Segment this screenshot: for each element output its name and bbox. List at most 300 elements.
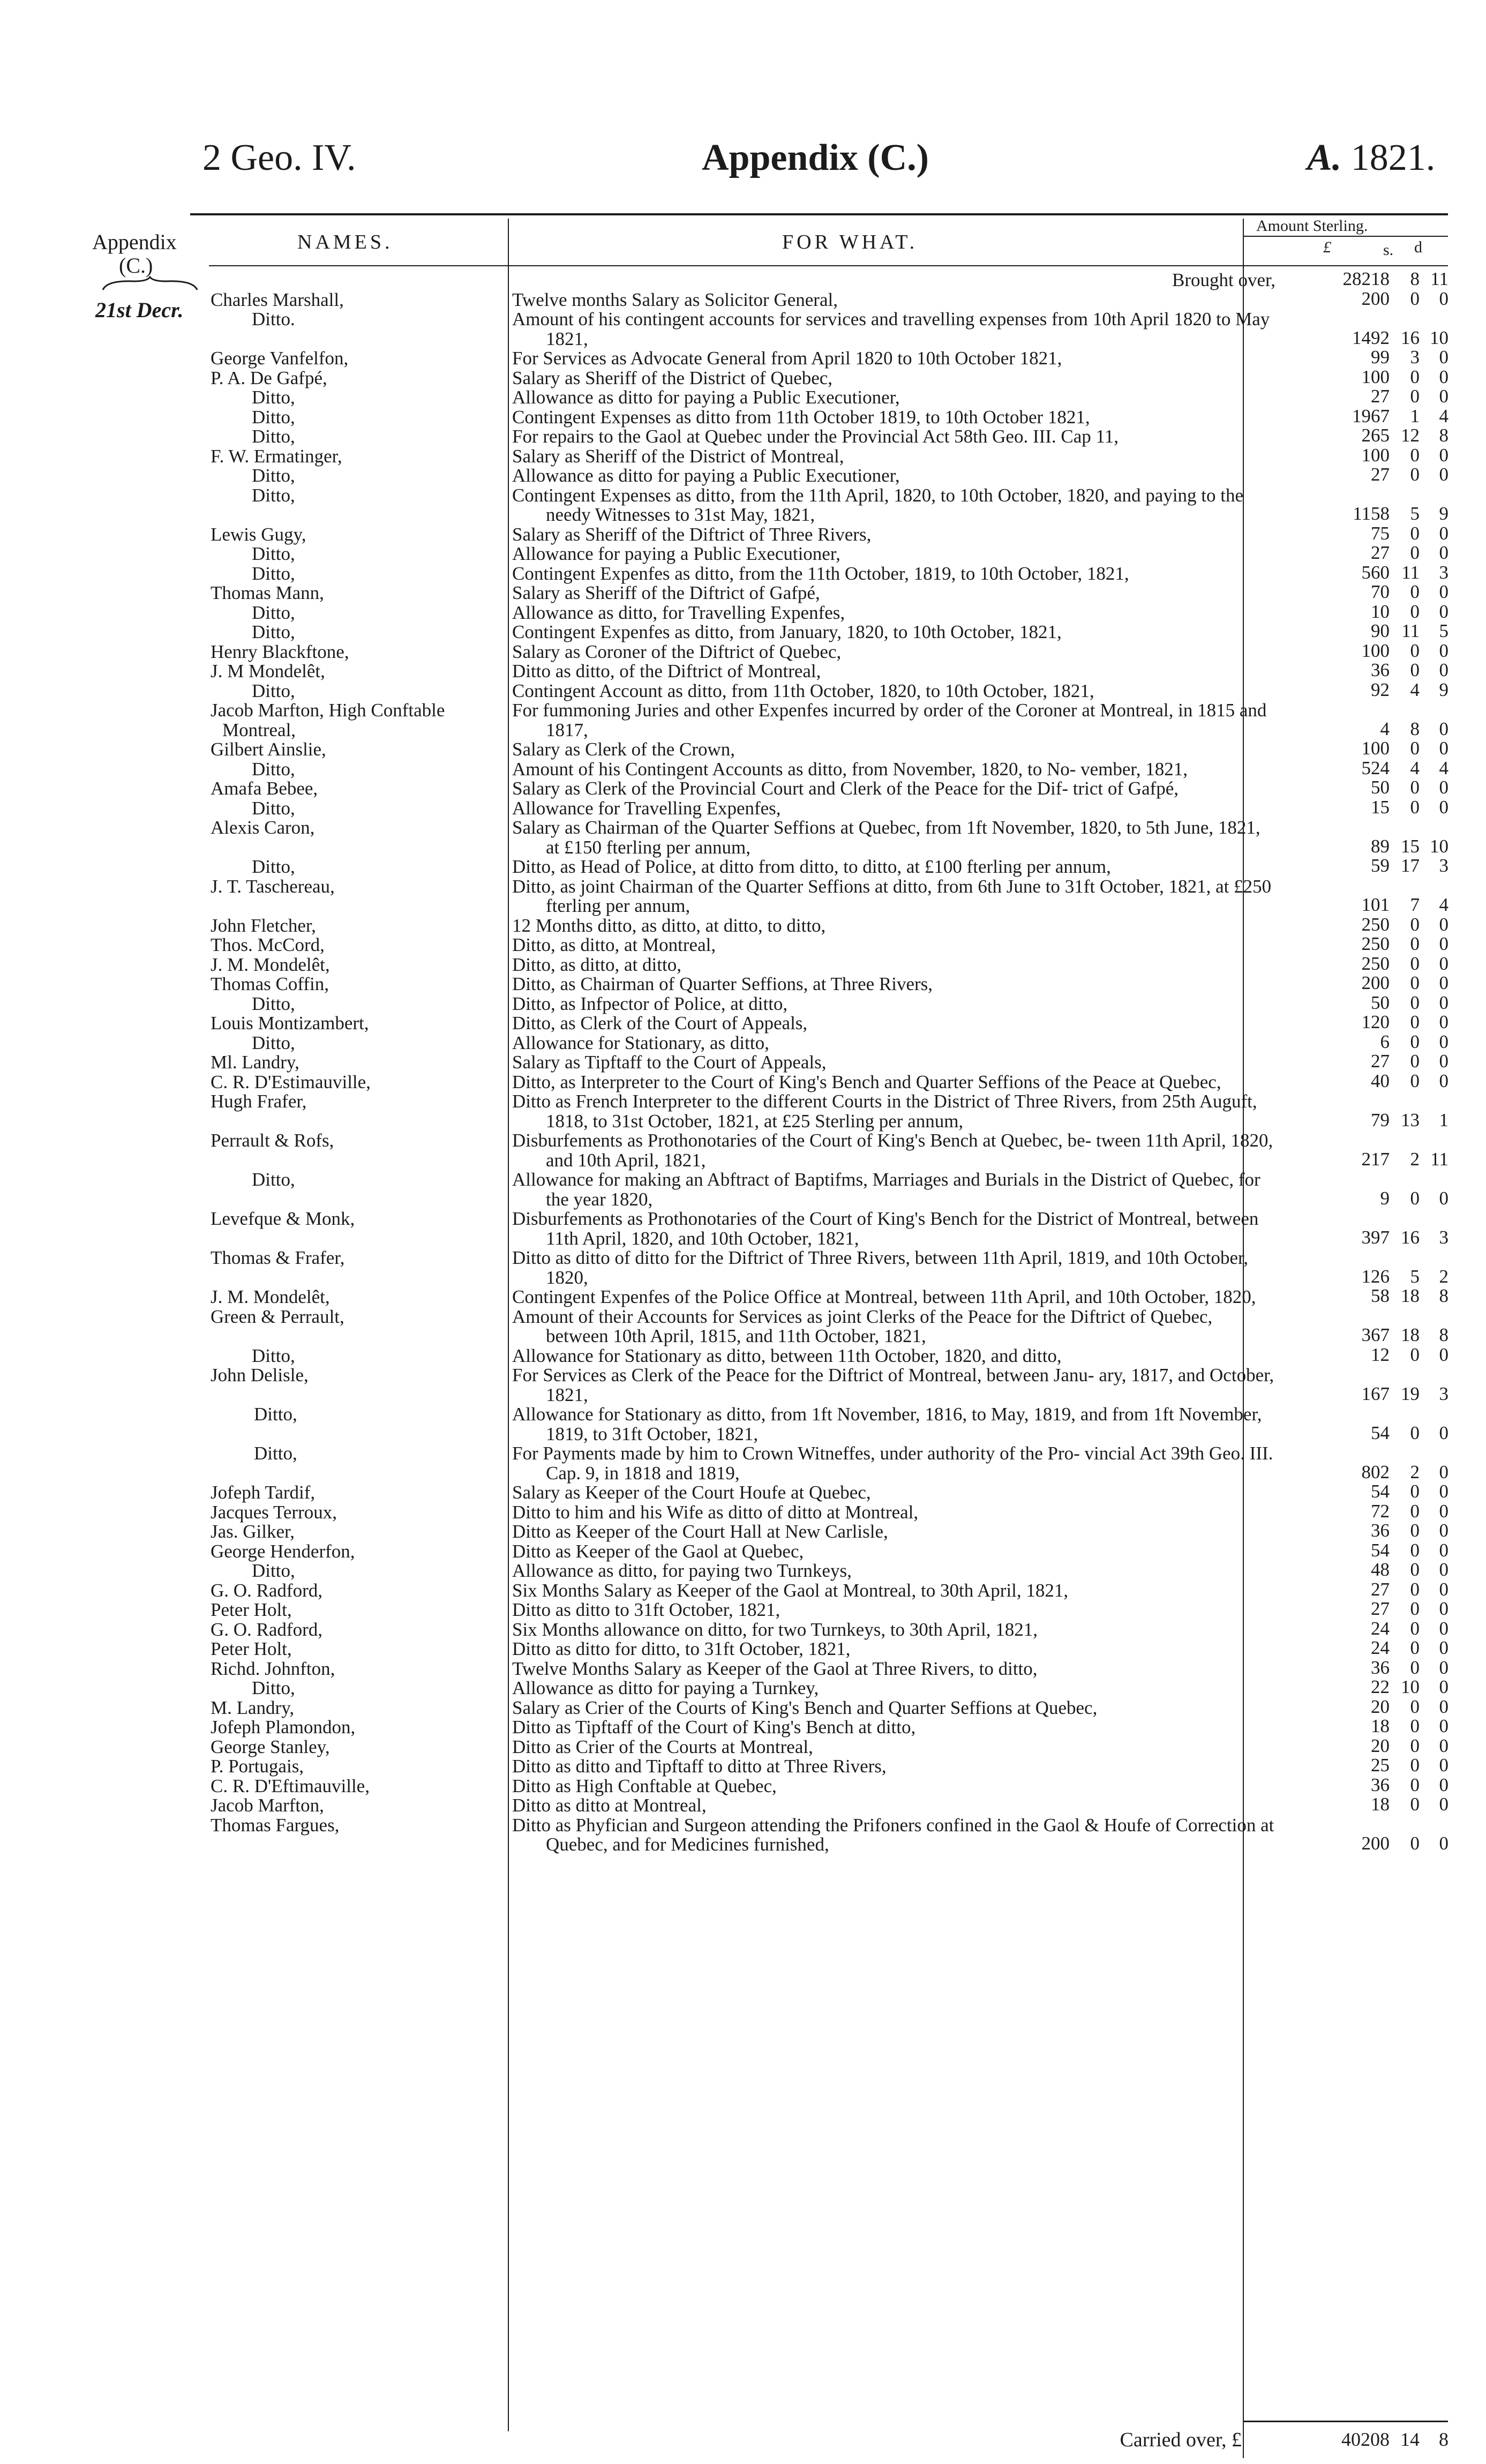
ledger-row [0,1617,1486,1640]
shillings-value: 0 [1410,777,1420,798]
description-line: vincial Act 39th Geo. III. Cap. 9, in 1818 and 1819, [546,1443,1273,1484]
pounds-header: £ [1323,238,1331,256]
ledger-row [0,1170,1486,1209]
pence-value: 0 [1439,913,1449,935]
payee-name-line: Peter Holt, [211,1599,292,1620]
header-rule [209,265,1448,266]
pounds-value: 167 [1361,1383,1390,1404]
payee-name [211,935,508,955]
payment-description [512,857,1275,877]
description-line: Salary as Tipftaff to the Court of Appeals, [512,1052,827,1073]
description-line: Salary as Chairman of the Quarter Seffions at Quebec, from 1ft November, [512,817,1075,838]
payee-name-line: Ditto, [252,563,295,584]
payee-name [252,1170,549,1190]
shillings-value: 0 [1410,464,1420,485]
payee-name-line: J. M. Mondelêt, [211,954,330,975]
payee-name [252,1679,549,1698]
payee-name-line: M. Landry, [211,1697,295,1718]
ledger-row [0,1131,1486,1170]
pounds-value: 4 [1380,718,1390,739]
pence-value: 0 [1439,1422,1449,1443]
total-pounds: 40208 [1341,2429,1390,2450]
pence-value: 0 [1439,1500,1449,1522]
payee-name [211,1698,508,1718]
shillings-value: 0 [1410,992,1420,1013]
ledger-row [0,1737,1486,1757]
description-line: Allowance as ditto, for paying two Turnkeys, [512,1560,852,1581]
description-line: Twelve Months Salary as Keeper of the Gaol at Three Rivers, to ditto, [512,1658,1038,1679]
description-line: Ditto, as Clerk of the Court of Appeals, [512,1013,808,1033]
shillings-value: 3 [1410,347,1420,368]
description-line: Twelve months Salary as Solicitor General, [512,289,838,310]
description-line: Salary as Clerk of the Provincial Court and Clerk of the Peace for the Dif- [512,778,1069,799]
pence-value: 0 [1439,1774,1449,1795]
pounds-value: 200 [1361,288,1390,309]
pence-value: 0 [1439,1617,1449,1639]
description-line: 1821, [1086,563,1129,584]
ledger-row [0,740,1486,760]
shillings-value: 0 [1410,1520,1420,1541]
payee-name [252,994,549,1014]
description-line: annum, [1055,856,1111,877]
pounds-value: 397 [1361,1226,1390,1248]
shillings-value: 0 [1410,1578,1420,1600]
payment-description [512,349,1275,369]
total-pence: 8 [1439,2429,1449,2450]
ledger-row [0,1774,1486,1796]
pence-value: 0 [1439,444,1449,466]
payment-description [512,1444,1275,1483]
description-line: Allowance for Travelling Expenfes, [512,797,781,819]
description-line: Amount of his Contingent Accounts as ditto, from November, 1820, to No- [512,758,1076,780]
pounds-value: 27 [1371,1051,1390,1072]
payee-name [211,369,508,388]
pounds-value: 1158 [1353,503,1390,524]
pounds-value: 89 [1371,835,1390,857]
shillings-value: 7 [1410,894,1420,915]
ledger-row [0,877,1486,916]
payee-name [211,1542,508,1562]
pence-value: 0 [1439,1716,1449,1736]
payee-name [211,1248,508,1268]
ledger-row [0,268,1486,290]
payee-name-line: G. O. Radford, [211,1619,322,1640]
payee-name-line: George Vanfelfon, [211,348,349,369]
page-title: Appendix (C.) [702,137,929,178]
description-line: 31ft October, 1821, at £250 fterling per annum, [546,875,1272,916]
ledger-row [0,1366,1486,1405]
payee-name-line: Ditto, [252,621,295,642]
shillings-value: 0 [1410,640,1420,661]
payment-description [512,427,1275,447]
ledger-row [0,1561,1486,1581]
payee-name [211,1503,508,1523]
pence-value: 0 [1439,1578,1449,1600]
description-line: Ditto, as Infpector of Police, at ditto, [512,993,788,1014]
description-line: Rivers, from 25th Auguft, 1818, to 31st October, 1821, at £25 Sterling per [546,1091,1257,1132]
shillings-value: 0 [1410,1500,1420,1522]
payee-name [252,408,549,428]
payment-description [512,271,1281,290]
running-header-right [1307,137,1435,179]
pence-value: 0 [1439,640,1449,661]
pounds-value: 70 [1371,581,1390,602]
ledger-row [0,935,1486,955]
payment-description [512,1698,1275,1718]
ledger-row [0,1796,1486,1816]
shillings-value: 16 [1401,1226,1420,1248]
description-line: Salary as Keeper of the Court Houfe at Quebec, [512,1482,871,1503]
ledger-row [0,1053,1486,1073]
ledger-row [0,1639,1486,1659]
pounds-value: 250 [1361,933,1390,954]
description-line: Contingent Expenfes as ditto, from the 11th October, 1819, to 10th October, [512,563,1083,584]
payee-name-line: John Fletcher, [211,915,316,936]
ledger-row [0,1070,1486,1092]
pounds-value: 99 [1371,347,1390,368]
ledger-row [0,603,1486,623]
shillings-value: 0 [1410,1637,1420,1658]
pence-value: 10 [1430,327,1449,348]
payee-name [211,525,508,545]
payee-name [211,955,508,975]
pence-value: 0 [1439,1676,1449,1697]
payee-name [211,1092,508,1112]
payee-name-line: Hugh Frafer, [211,1091,307,1112]
pounds-value: 20 [1371,1735,1390,1756]
payment-description [512,1816,1275,1855]
ledger-table [0,268,1486,1855]
payment-description [512,1287,1275,1307]
description-line: Ditto, as ditto, at ditto, [512,954,681,975]
payee-name [252,310,549,329]
payee-name-line: C. R. D'Eftimauville, [211,1775,370,1796]
pence-value: 0 [1439,1070,1449,1091]
payee-name [211,1287,508,1307]
payee-name [252,1346,549,1366]
payment-description [512,1561,1275,1581]
payee-name-line: Jofeph Plamondon, [211,1717,356,1737]
payee-name [211,583,508,603]
shillings-value: 17 [1401,855,1420,876]
payee-name-line: Ditto, [252,1032,295,1053]
pounds-value: 36 [1371,660,1390,680]
shillings-value: 0 [1410,913,1420,935]
pence-value: 0 [1439,386,1449,407]
payee-name-line: P. A. De Gafpé, [211,367,327,388]
payee-name [252,603,549,623]
description-line: Ditto, as Interpreter to the Court of King's Bench and Quarter Seffions of the [512,1071,1088,1092]
carried-over-label: Carried over, £ [1120,2429,1242,2451]
payee-name-line: Ditto, [252,465,295,486]
shillings-value: 18 [1401,1324,1420,1345]
description-line: Allowance for Stationary as ditto, between 11th October, 1820, and ditto, [512,1345,1062,1366]
pounds-value: 27 [1371,1578,1390,1600]
pounds-value: 36 [1371,1657,1390,1678]
payment-description [512,1737,1275,1757]
payee-name [252,1033,549,1053]
pounds-value: 101 [1361,894,1390,915]
payee-name [254,1405,551,1425]
pence-header: d [1414,238,1422,256]
header-year: 1821. [1350,137,1436,178]
description-line: Six Months allowance on ditto, for two Turnkeys, to 30th April, 1821, [512,1619,1038,1640]
ledger-row [0,561,1486,584]
description-line: Allowance for paying a Public Executioner, [512,543,840,564]
shillings-value: 0 [1410,1833,1420,1854]
payee-name-line: Ditto. [252,309,295,329]
payee-name-line: Ditto, [252,1560,295,1581]
description-line: 1819, and 10th October, 1820, [546,1247,1249,1288]
shillings-value: 18 [1401,1285,1420,1306]
payee-name-line: Ml. Landry, [211,1052,299,1073]
shillings-value: 11 [1401,561,1420,583]
ledger-row [0,466,1486,486]
pence-value: 2 [1439,1265,1449,1287]
payee-name [211,740,508,760]
pounds-value: 54 [1371,1422,1390,1443]
ledger-row [0,857,1486,877]
payee-name-line: Perrault & Rofs, [211,1130,334,1151]
payee-name [211,1307,508,1327]
pence-value: 0 [1439,972,1449,993]
payee-name-line: Ditto, [252,602,295,623]
shillings-value: 0 [1410,601,1420,622]
shillings-value: 0 [1410,1598,1420,1619]
payee-name-line: Lewis Gugy, [211,523,306,545]
pounds-value: 1492 [1352,327,1390,348]
payee-name-line: Thos. McCord, [211,934,325,955]
pounds-value: 20 [1371,1696,1390,1717]
payee-name-line: Thomas Mann, [211,582,324,603]
pounds-value: 36 [1371,1520,1390,1541]
description-line: Ditto as ditto of ditto for the Diftrict of Three Rivers, between 11th April, [512,1247,1063,1268]
payment-description [512,818,1275,857]
shillings-value: 0 [1410,796,1420,818]
shillings-value: 0 [1410,1344,1420,1365]
ledger-row [0,427,1486,447]
pounds-value: 48 [1371,1559,1390,1580]
pounds-value: 200 [1361,972,1390,993]
description-line: Ditto, as Chairman of Quarter Seffions, at Three Rivers, [512,973,933,994]
payee-name-line: Jacob Marfton, High Conftable [211,700,445,721]
for-what-column-header: FOR WHAT. [782,231,918,253]
pounds-value: 27 [1371,542,1390,563]
payment-description [512,1170,1275,1209]
pounds-value: 27 [1371,386,1390,407]
shillings-value: 5 [1410,503,1420,524]
payee-name [211,1581,508,1601]
payee-name [211,779,508,799]
shillings-value: 0 [1410,953,1420,974]
payment-description [512,1659,1275,1679]
shillings-value: 0 [1410,1481,1420,1502]
description-line: Salary as Clerk of the Crown, [512,739,736,760]
description-line: Ditto as ditto and Tipftaff to ditto at Three Rivers, [512,1756,887,1777]
ledger-row [0,796,1486,819]
pence-value: 0 [1439,1187,1449,1209]
description-line: Ditto as French Interpreter to the different Courts in the District of Three [512,1091,1059,1112]
pounds-value: 9 [1380,1187,1390,1209]
shillings-value: 13 [1401,1109,1420,1130]
ledger-row [0,1522,1486,1542]
pounds-value: 18 [1371,1716,1390,1736]
description-line: Ditto, as ditto, at Montreal, [512,934,716,955]
payment-description [512,623,1275,642]
payee-name [211,290,508,310]
description-line: ary, 1817, and October, 1821, [546,1365,1274,1405]
pounds-value: 28218 [1342,268,1390,289]
shillings-value: 5 [1410,1265,1420,1287]
payment-description [512,1033,1275,1053]
margin-appendix: Appendix [92,230,177,254]
payee-name-line: F. W. Ermatinger, [211,445,342,467]
payment-description [512,1522,1275,1542]
payment-description [512,701,1275,740]
shillings-value: 0 [1410,1539,1420,1561]
pounds-value: 18 [1371,1794,1390,1815]
pence-value: 3 [1439,1226,1449,1248]
pounds-value: 79 [1371,1109,1390,1130]
payee-name-line: Montreal, [222,719,296,740]
payee-name [252,544,549,564]
pence-value: 0 [1439,1833,1449,1854]
payee-name [252,623,549,642]
ledger-row [0,544,1486,564]
shillings-value: 0 [1410,1031,1420,1052]
payee-name [211,1796,508,1816]
description-line: Ditto to him and his Wife as ditto of ditto at Montreal, [512,1501,919,1523]
payee-name-line: Ditto, [252,543,295,564]
payment-description [512,544,1275,564]
payee-name [211,1366,508,1385]
description-line: For repairs to the Gaol at Quebec under the Provincial Act 58th Geo. III. [512,426,1056,447]
payee-name [211,1209,508,1229]
ledger-row [0,1500,1486,1523]
payment-description [512,740,1275,760]
payee-name-line: Ditto, [252,406,295,428]
pence-value: 0 [1439,992,1449,1013]
payment-description [512,1542,1275,1562]
payee-name-line: Thomas Fargues, [211,1814,340,1836]
payee-name-line: Ditto, [252,797,295,819]
pence-value: 0 [1439,1755,1449,1776]
payment-description [512,1073,1275,1092]
pence-value: 9 [1439,503,1449,524]
shillings-value: 4 [1410,757,1420,778]
pence-value: 8 [1439,1285,1449,1306]
description-line: Allowance as ditto for paying a Turnkey, [512,1677,819,1698]
payee-name [211,1816,508,1836]
payment-description [512,955,1275,975]
ledger-row [0,388,1486,408]
description-line: 12 Months ditto, as ditto, at ditto, to ditto, [512,915,826,936]
description-line: Six Months Salary as Keeper of the Gaol at Montreal, to 30th April, 1821, [512,1579,1069,1601]
ledger-row [0,642,1486,662]
ledger-row [0,972,1486,994]
pence-value: 0 [1439,1031,1449,1052]
payee-name-line: Amafa Bebee, [211,778,318,799]
shillings-value: 2 [1410,1148,1420,1170]
pounds-value: 24 [1371,1637,1390,1658]
description-line: Ditto as Phyfician and Surgeon attending the Prifoners confined in the Gaol & [512,1814,1099,1836]
description-line: Amount of his contingent accounts for services and travelling expenses from [512,309,1088,329]
shillings-value: 0 [1410,972,1420,993]
pounds-value: 1967 [1352,405,1390,426]
ledger-row [0,1816,1486,1855]
ledger-row [0,1405,1486,1444]
shillings-value: 0 [1410,581,1420,602]
pence-value: 10 [1430,835,1449,857]
description-line: For Services as Clerk of the Peace for the Diftrict of Montreal, between Janu- [512,1365,1094,1385]
pence-value: 0 [1439,660,1449,680]
pounds-value: 25 [1371,1755,1390,1776]
description-line: District of Quebec, for the year 1820, [546,1169,1260,1210]
ledger-row [0,662,1486,681]
payee-name-line: Jacob Marfton, [211,1795,324,1816]
pence-value: 0 [1439,1481,1449,1502]
margin-date: 21st Decr. [95,298,184,322]
payee-name [252,857,549,877]
pounds-value: 120 [1361,1012,1390,1032]
ledger-row [0,349,1486,369]
pounds-value: 54 [1371,1481,1390,1502]
description-line: Ditto as ditto, of the Diftrict of Montreal, [512,661,821,681]
payment-description [512,583,1275,603]
pounds-value: 100 [1361,640,1390,661]
pounds-value: 10 [1371,601,1390,622]
description-line: Cap 11, [1061,426,1119,447]
payment-description [512,447,1275,467]
pence-value: 0 [1439,542,1449,563]
payee-name-line: P. Portugais, [211,1756,304,1777]
shillings-value: 0 [1410,738,1420,759]
pounds-value: 802 [1361,1461,1390,1482]
payee-name-line: J. M. Mondelêt, [211,1286,330,1307]
payee-name [211,701,508,740]
ledger-row [0,701,1486,740]
shillings-header: s. [1383,241,1394,259]
payee-name [211,1639,508,1659]
shillings-value: 0 [1410,1187,1420,1209]
total-shillings: 14 [1400,2429,1420,2450]
description-line: Contingent Expenfes as ditto, from January, 1820, to 10th October, 1821, [512,621,1062,642]
payment-description [512,916,1275,936]
pounds-value: 27 [1371,464,1390,485]
description-line: Allowance as ditto, for Travelling Expenfes, [512,602,845,623]
ledger-row [0,1014,1486,1033]
shillings-value: 0 [1410,1774,1420,1795]
ledger-row [0,1483,1486,1503]
pence-value: 0 [1439,1696,1449,1717]
ledger-row [0,1248,1486,1287]
pence-value: 0 [1439,933,1449,954]
pounds-value: 50 [1371,777,1390,798]
pence-value: 0 [1439,464,1449,485]
description-line: 1820, to 5th June, 1821, at £150 fterling per annum, [546,817,1260,858]
payee-name-line: Alexis Caron, [211,817,315,838]
payee-name [252,466,549,486]
shillings-value: 0 [1410,1716,1420,1736]
payment-description [512,799,1275,819]
payment-description [512,662,1275,681]
ledger-row [0,366,1486,388]
pence-value: 1 [1439,1109,1449,1130]
payee-name [211,1620,508,1640]
ledger-row [0,1287,1486,1307]
payee-name [211,1600,508,1620]
pence-value: 8 [1439,1324,1449,1345]
